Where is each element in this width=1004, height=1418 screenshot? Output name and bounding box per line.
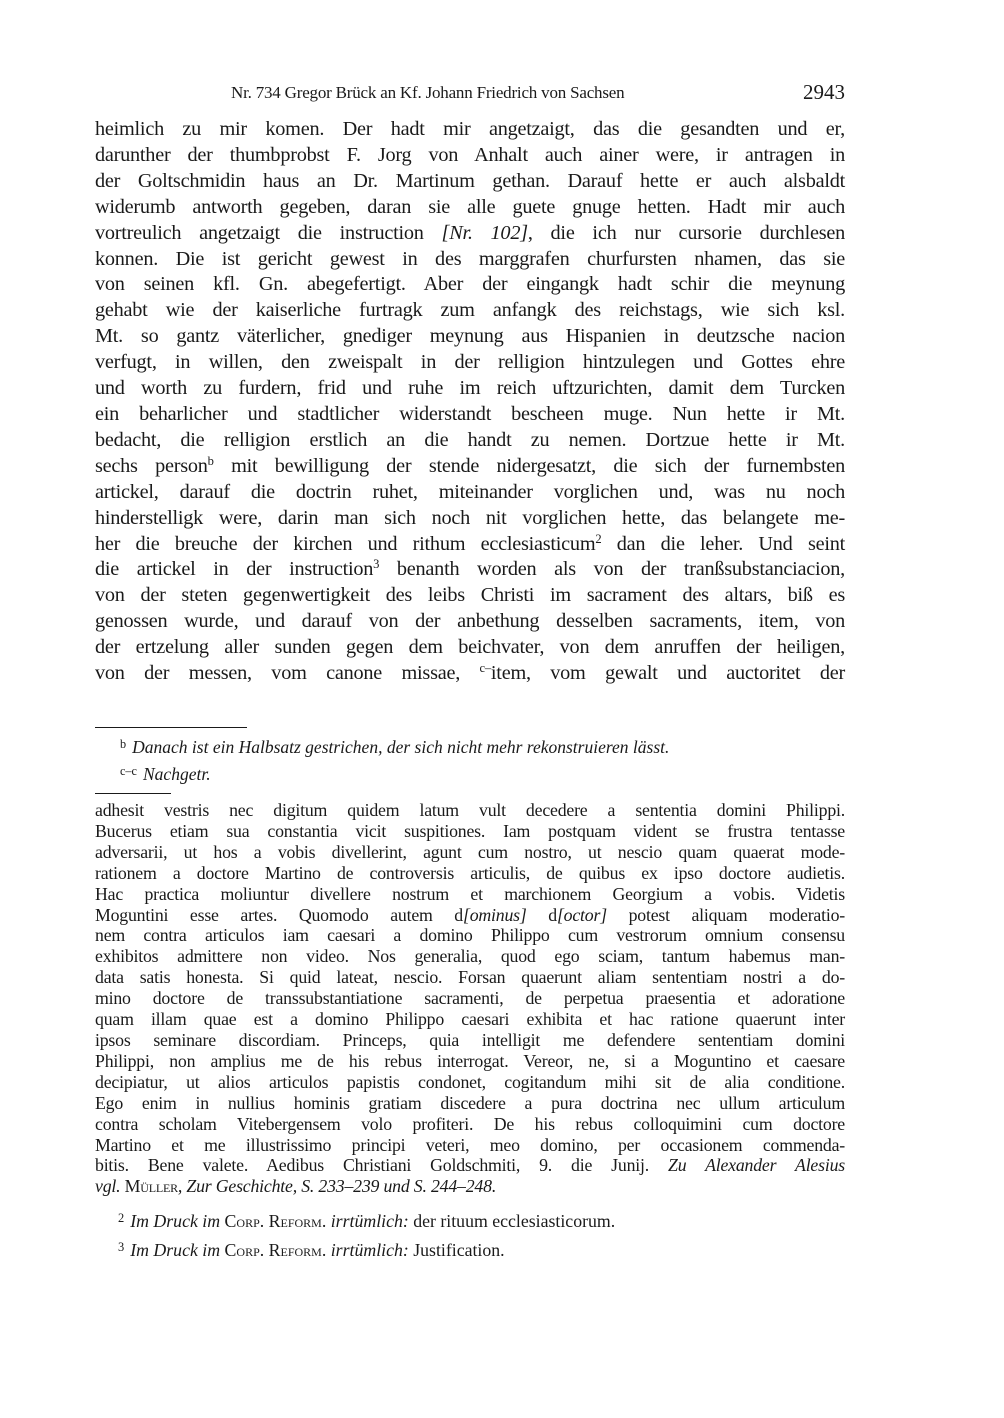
text-segment: benanth worden als von der tranßsubstanciacion, xyxy=(379,558,845,581)
text-line: von der steten gegenwertigkeit des leibs Christi im sacrament des altars, biß es xyxy=(95,584,845,607)
text-segment: von der messen, vom canone missae, xyxy=(95,662,480,685)
text-note xyxy=(120,759,669,786)
note-italic: Im Druck im xyxy=(130,1210,221,1231)
footnote-marker: b xyxy=(207,453,214,468)
text-line: bedacht, die relligion erstlich an die handt zu nemen. Dortzue hette ir Mt. xyxy=(95,428,845,451)
commentary-line: Bucerus etiam sua constantia vicit suspitiones. Iam postquam vident se frustra tentasse xyxy=(95,820,845,841)
source-abbrev: Corp. Reform. xyxy=(220,1239,327,1260)
text-segment: d xyxy=(526,904,557,925)
text-note xyxy=(120,732,669,759)
source-abbrev: Corp. Reform. xyxy=(220,1210,327,1231)
text-line: und worth zu furdern, frid und ruhe im reich uftzurichten, damit dem Turcken xyxy=(95,377,845,400)
note-text: Danach ist ein Halbsatz gestrichen, der sich nicht mehr rekonstruieren lässt. xyxy=(132,736,670,757)
footnote-divider xyxy=(95,727,247,728)
footnote-marker: 2 xyxy=(595,531,602,546)
text-line xyxy=(95,221,845,247)
note-italic: Im Druck im xyxy=(130,1239,221,1260)
text-segment: die artickel in der instruction xyxy=(95,558,374,581)
commentary-line xyxy=(95,1155,845,1176)
note-marker: 2 xyxy=(118,1211,125,1225)
note-text: Nachgetr. xyxy=(143,763,211,784)
text-segment: her die breuche der kirchen und rithum ecclesiasticum xyxy=(95,532,596,555)
editorial-comment: , Zur Geschichte, S. 233–239 und S. 244–248. xyxy=(177,1176,497,1197)
page-number: 2943 xyxy=(803,80,845,104)
text-segment: vortreulich angetzaigt die instruction xyxy=(95,221,442,244)
commentary-line: rationem a doctore Martino de controversis articulis, de quibus ex ipso doctore audietis. xyxy=(95,862,845,883)
text-line: artickel, darauf die doctrin ruhet, miteinander vorglichen und, was nu noch xyxy=(95,480,845,503)
note-marker: 3 xyxy=(118,1239,125,1254)
text-critical-notes xyxy=(120,732,669,786)
commentary-line: decipiatur, ut alios articulos papistis condonet, cogitandum mihi sit de alia conditione. xyxy=(95,1071,845,1092)
text-segment: Moguntini esse artes. Quomodo autem d xyxy=(95,904,463,925)
main-text xyxy=(95,117,845,687)
text-line: widerumb antworth gegeben, daran sie alle guete gnuge hetten. Hadt mir auch xyxy=(95,195,845,218)
author-name: Müller xyxy=(120,1176,178,1197)
text-segment: potest aliquam moderatio- xyxy=(606,904,846,925)
commentary-line: exhibitos admittere non video. Nos generalia, quod ego sciam, tantum habemus man- xyxy=(95,946,845,967)
commentary-line xyxy=(95,905,845,926)
text-line: hinderstelligk were, darin man sich noch nit vorglichen hette, das belangete me- xyxy=(95,506,845,529)
footnote-marker: 3 xyxy=(373,557,380,572)
note-marker: c–c xyxy=(120,763,137,778)
note-text: Justification. xyxy=(408,1239,505,1260)
commentary-text xyxy=(95,800,845,1197)
note-text: der rituum ecclesiasticorum. xyxy=(408,1210,616,1231)
text-line: genossen wurde, und darauf von der anbethung desselben sacraments, item, von xyxy=(95,610,845,633)
editorial-expansion: [octor] xyxy=(556,904,607,925)
commentary-line: Ego enim in nullius hominis gratiam discedere a pura doctrina nec ullum articulum xyxy=(95,1092,845,1113)
text-segment: sechs person xyxy=(95,454,208,477)
commentary-line: ipsos seminare discordiam. Princeps, quia intelligit me defendere sententiam domini xyxy=(95,1029,845,1050)
text-line xyxy=(95,557,845,583)
commentary-line: data satis honesta. Si quid lateat, nescio. Forsan quaerunt aliam sententiam nostri a do- xyxy=(95,967,845,988)
commentary-line xyxy=(95,1176,845,1197)
commentary-line: Martino et me illustrissimo principi veteri, meo domino, per occasionem commenda- xyxy=(95,1134,845,1155)
text-line: ein beharlicher und stadtlicher widerstandt bescheen muge. Nun hette ir Mt. xyxy=(95,402,845,425)
text-line xyxy=(95,532,845,558)
note-marker: b xyxy=(120,737,127,751)
text-line: konnen. Die ist gericht gewest in des marggrafen churfursten nhamen, das sie xyxy=(95,247,845,270)
editorial-comment: Zu Alexander Alesius xyxy=(668,1155,845,1176)
commentary-divider xyxy=(95,793,171,794)
text-segment: , die ich nur cursorie durchlesen xyxy=(527,221,845,244)
text-segment: dan die leher. Und seint xyxy=(601,532,845,555)
text-line: der ertzelung aller sunden gegen dem beichvater, von dem anruffen der heiligen, xyxy=(95,636,845,659)
editorial-comment: vgl. xyxy=(95,1176,121,1197)
text-segment: mit bewilligung der stende nidergesatzt, die sich der furnembsten xyxy=(213,454,845,477)
text-line: gehabt wie der kaiserliche furtragk zum anfangk des reichstags, wie sich ksl. xyxy=(95,299,845,322)
footnote-marker: c– xyxy=(479,661,491,676)
cross-reference: [Nr. 102] xyxy=(441,221,528,244)
text-line: von seinen kfl. Gn. abegefertigt. Aber der eingangk hadt schir die meynung xyxy=(95,273,845,296)
note-italic: irrtümlich: xyxy=(326,1210,409,1231)
text-line: darunther der thumbprobst F. Jorg von Anhalt auch ainer were, ir antragen in xyxy=(95,143,845,166)
text-line: Mt. so gantz väterlicher, gnediger meynung aus Hispanien in deutzsche nacion xyxy=(95,325,845,348)
commentary-line: contra scholam Vitebergensem volo profiteri. De his rebus colloquimini cum doctore xyxy=(95,1113,845,1134)
running-header xyxy=(95,80,845,106)
commentary-line: mino doctore de transsubstantiatione sacramenti, de perpetua praesentia et adoratione xyxy=(95,988,845,1009)
editorial-expansion: [ominus] xyxy=(462,904,527,925)
commentary-line: adversarii, ut hos a vobis divellerint, agunt cum nostro, ut nescio quam quaerat mode- xyxy=(95,841,845,862)
text-segment: item, vom gewalt und auctoritet der xyxy=(490,662,846,685)
commentary-line: adhesit vestris nec digitum quidem latum vult decedere a sententia domini Philippi. xyxy=(95,800,845,820)
commentary-line: Hac practica moliuntur divellere nostrum et marchionem Georgium a vobis. Videtis xyxy=(95,883,845,904)
text-line xyxy=(95,661,845,687)
running-title: Nr. 734 Gregor Brück an Kf. Johann Friedrich von Sachsen xyxy=(231,83,625,102)
note-italic: irrtümlich: xyxy=(326,1239,409,1260)
editorial-note xyxy=(118,1234,615,1263)
commentary-line: Philippi, non amplius me de his rebus interrogat. Vereor, ne, si a Moguntino et caesare xyxy=(95,1050,845,1071)
text-line: heimlich zu mir komen. Der hadt mir angetzaigt, das die gesandten und er, xyxy=(95,118,845,140)
commentary-line: nem contra articulos iam caesari a domino Philippo cum vestrorum omnium consensu xyxy=(95,925,845,946)
editorial-notes xyxy=(118,1205,615,1263)
editorial-note xyxy=(118,1205,615,1234)
commentary-line: quam illam quae est a domino Philippo caesari exhibita et hac ratione quaerunt inter xyxy=(95,1009,845,1030)
text-segment: bitis. Bene valete. Aedibus Christiani Goldschmiti, 9. die Junij. xyxy=(95,1155,669,1176)
text-line xyxy=(95,454,845,480)
text-line: der Goltschmidin haus an Dr. Martinum gethan. Darauf hette er auch alsbaldt xyxy=(95,169,845,192)
text-line: verfugt, in willen, den zweispalt in der relligion hintzulegen und Gottes ehre xyxy=(95,351,845,374)
